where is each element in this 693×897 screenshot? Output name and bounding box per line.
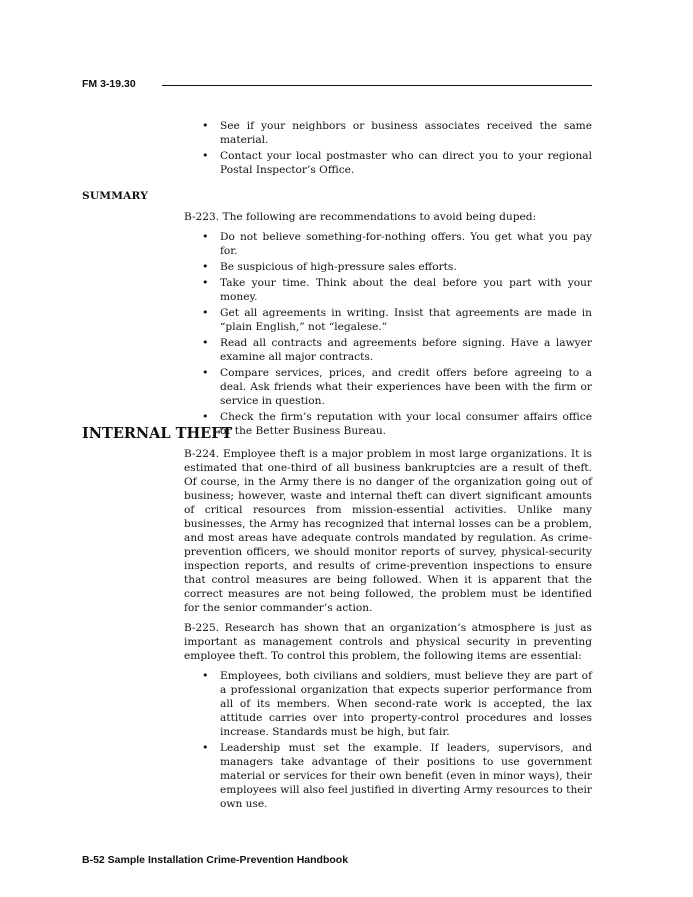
list-item: • Get all agreements in writing. Insist that agreements are made in “plain English,” not “legalese.” [220, 306, 592, 334]
list-item: • Leadership must set the example. If leaders, supervisors, and managers take advantage of their positions to use government material or services for their own benefit (even in minor ways), their employees will also feel justified in diverting Army resources to their own use. [220, 741, 592, 811]
list-item: • Take your time. Think about the deal before you part with your money. [220, 276, 592, 304]
list-item: • Do not believe something-for-nothing offers. You get what you pay for. [220, 230, 592, 258]
list-item: • See if your neighbors or business associates received the same material. [220, 119, 592, 147]
paragraph-b224: B-224. Employee theft is a major problem in most large organizations. It is estimated that one-third of all business bankruptcies are a result of theft. Of course, in the Army there is no danger of the organization going out of business; however, waste and internal theft can divert significant amounts of critical resources from mission-essential activities. Unlike many businesses, the Army has recognized that internal losses can be a problem, and most areas have adequate controls mandated by regulation. As crime-prevention officers, we should monitor reports of survey, physical-security inspection reports, and results of crime-prevention inspections to ensure that control measures are being followed. When it is apparent that the correct measures are not being followed, the problem must be identified for the senior commander’s action. [184, 448, 592, 614]
list-item: • Be suspicious of high-pressure sales efforts. [220, 260, 592, 274]
summary-bullet-list [184, 230, 592, 438]
summary-heading: SUMMARY [82, 190, 149, 202]
page-footer: B-52 Sample Installation Crime-Prevention Handbook [82, 854, 349, 866]
running-header [82, 78, 592, 92]
list-item: • Check the firm’s reputation with your local consumer affairs office or the Better Business Bureau. [220, 410, 592, 438]
list-item: • Compare services, prices, and credit offers before agreeing to a deal. Ask friends what their experiences have been with the firm or service in question. [220, 366, 592, 408]
list-item: • Read all contracts and agreements before signing. Have a lawyer examine all major contracts. [220, 336, 592, 364]
document-id: FM 3-19.30 [82, 78, 136, 90]
list-item: • Employees, both civilians and soldiers, must believe they are part of a professional organization that expects superior performance from all of its members. When second-rate work is accepted, the lax attitude carries over into property-control procedures and losses increase. Standards must be high, but fair. [220, 669, 592, 739]
list-item: • Contact your local postmaster who can direct you to your regional Postal Inspector’s Office. [220, 149, 592, 177]
summary-block [184, 210, 592, 440]
intro-bullet-list [184, 119, 592, 177]
intro-block [184, 119, 592, 179]
paragraph-b223: B-223. The following are recommendations to avoid being duped: [184, 211, 537, 223]
header-rule [162, 85, 592, 86]
paragraph-b225: B-225. Research has shown that an organization’s atmosphere is just as important as management controls and physical security in preventing employee theft. To control this problem, the following items are essential: [184, 622, 592, 662]
internal-theft-block [184, 447, 592, 813]
internal-theft-heading: INTERNAL THEFT [82, 425, 233, 442]
internal-theft-bullet-list [184, 669, 592, 811]
